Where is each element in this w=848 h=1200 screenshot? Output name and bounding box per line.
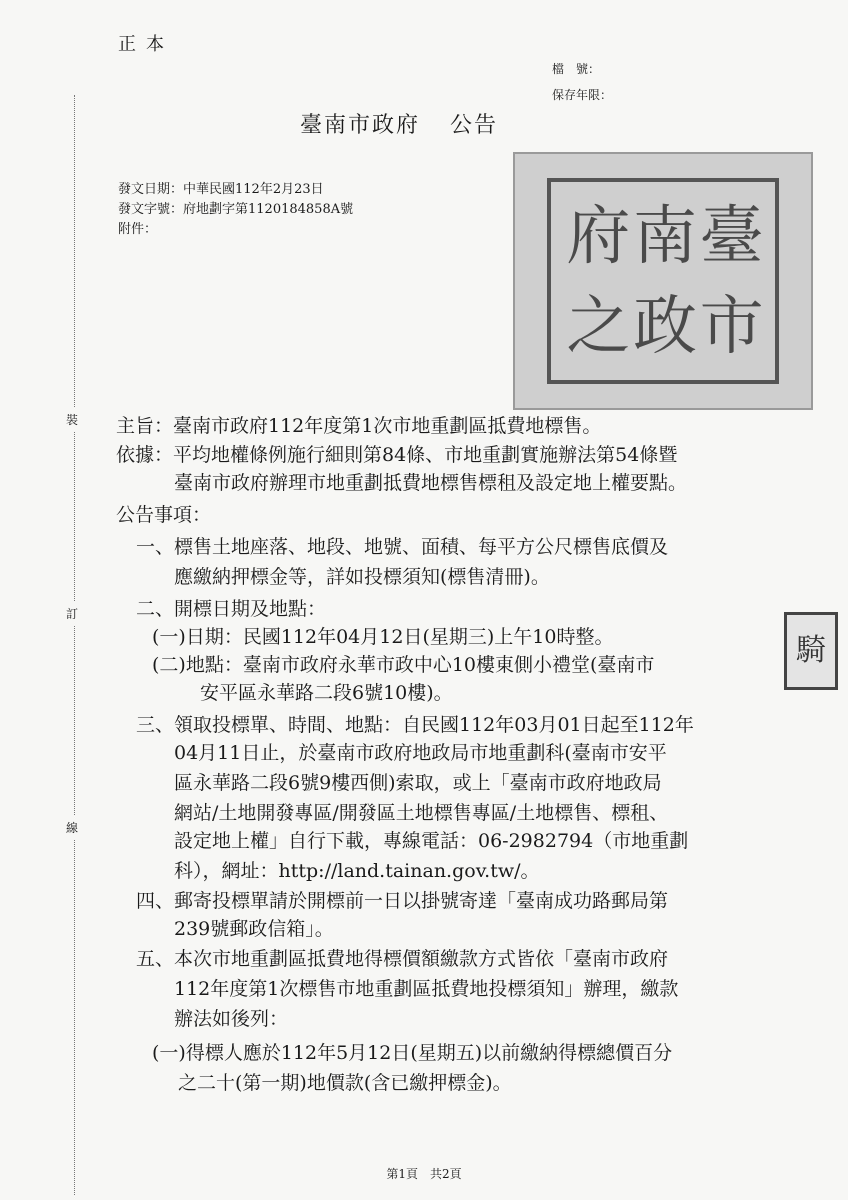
- item-3-line-6: 科），網址：http://land.tainan.gov.tw/。: [174, 860, 540, 882]
- item-1: 一、標售土地座落、地段、地號、面積、每平方公尺標售底價及: [136, 536, 669, 558]
- item-2-location-continued: 安平區永華路二段6號10樓)。: [200, 682, 453, 704]
- side-stamp: 騎: [784, 612, 838, 690]
- document-title: [300, 108, 498, 139]
- item-5-line-3: 辦法如後列：: [174, 1008, 289, 1030]
- item-2-location: (二)地點：臺南市政府永華市政中心10樓東側小禮堂(臺南市: [152, 654, 655, 676]
- seal-char: 南: [632, 200, 697, 274]
- basis-line-continued: 臺南市政府辦理市地重劃抵費地標售標租及設定地上權要點。: [174, 472, 688, 494]
- basis-line: 依據：平均地權條例施行細則第84條、市地重劃實施辦法第54條暨: [116, 444, 678, 466]
- title-agency: 臺南市政府: [300, 113, 421, 138]
- binding-line: [74, 95, 75, 1195]
- binding-mark-bottom: 線: [66, 816, 78, 839]
- original-copy-mark: 正本: [118, 34, 174, 55]
- title-doc-type: 公告: [450, 113, 499, 138]
- archive-number-label: 檔 號：: [551, 62, 600, 76]
- seal-char: 政: [632, 290, 697, 364]
- binding-mark-top: 裝: [66, 408, 78, 431]
- item-3-line-5: 設定地上權」自行下載，專線電話：06-2982794（市地重劃: [174, 830, 689, 852]
- item-5-line-2: 112年度第1次標售市地重劃區抵費地投標須知」辦理，繳款: [174, 978, 679, 1000]
- issue-date: 發文日期：中華民國112年2月23日: [118, 182, 324, 197]
- item-5: 五、本次市地重劃區抵費地得標價額繳款方式皆依「臺南市政府: [136, 948, 669, 970]
- binding-mark-middle: 訂: [66, 602, 78, 625]
- subject-line: 主旨：臺南市政府112年度第1次市地重劃區抵費地標售。: [116, 415, 602, 437]
- seal-char: 府: [566, 200, 631, 274]
- seal-char: 市: [699, 290, 764, 364]
- seal-char: 臺: [699, 200, 764, 274]
- official-seal: [513, 152, 813, 410]
- item-2: 二、開標日期及地點：: [136, 598, 327, 620]
- item-5-payment-1: (一)得標人應於112年5月12日(星期五)以前繳納得標總價百分: [152, 1042, 673, 1064]
- page-number: 第1頁 共2頁: [386, 1167, 462, 1181]
- item-3: 三、領取投標單、時間、地點：自民國112年03月01日起至112年: [136, 714, 694, 736]
- item-3-line-2: 04月11日止，於臺南市政府地政局市地重劃科(臺南市安平: [174, 742, 667, 764]
- item-1-continued: 應繳納押標金等，詳如投標須知(標售清冊)。: [174, 566, 550, 588]
- retention-period-label: 保存年限：: [551, 88, 612, 102]
- attachment-label: 附件：: [118, 222, 158, 237]
- item-4-continued: 239號郵政信箱」。: [174, 918, 334, 940]
- item-2-date: (一)日期：民國112年04月12日(星期三)上午10時整。: [152, 626, 614, 648]
- item-3-line-3: 區永華路二段6號9樓西側)索取，或上「臺南市政府地政局: [174, 772, 662, 794]
- announcement-heading: 公告事項：: [116, 504, 212, 526]
- seal-char: 之: [566, 290, 631, 364]
- item-4: 四、郵寄投標單請於開標前一日以掛號寄達「臺南成功路郵局第: [136, 890, 669, 912]
- issue-number: 發文字號：府地劃字第1120184858A號: [118, 202, 354, 217]
- item-3-line-4: 網站/土地開發專區/開發區土地標售專區/土地標售、標租、: [174, 802, 669, 824]
- item-5-payment-1-continued: 之二十(第一期)地價款(含已繳押標金)。: [178, 1072, 512, 1094]
